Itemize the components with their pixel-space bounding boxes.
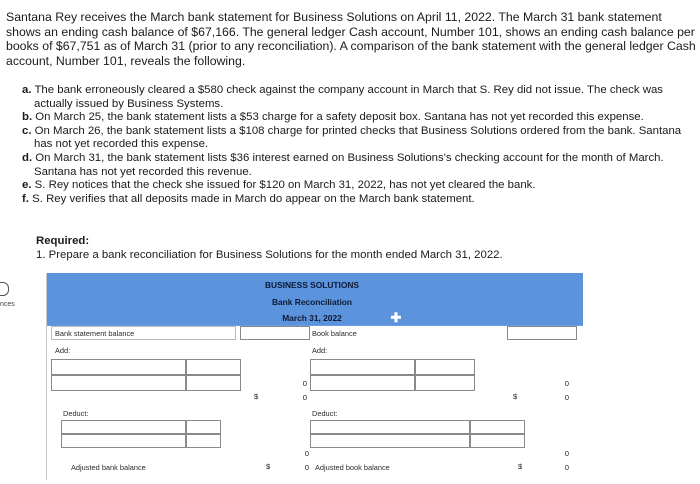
book-deduct-amount-input[interactable] [470, 434, 525, 448]
problem-paragraph: Santana Rey receives the March bank statement for Business Solutions on April 11, 2022. The March 31 bank statement shows an ending cash balance of $67,166. The general ledger Cash account, Number 101, shows an ending cash balance per books of $67,751 as of March 31 (prior to any reconciliation). A comparison of the bank statement with the general ledger Cash account, Number 101, reveals the following. [6, 10, 696, 68]
book-add-desc-input[interactable] [310, 375, 415, 391]
adjusted-book-currency: $ [518, 462, 523, 471]
bank-deduct-amount-input[interactable] [186, 434, 221, 448]
bank-deduct-amount-input[interactable] [186, 420, 221, 434]
bank-deduct-subtotal: 0 [304, 449, 309, 458]
required-title: Required: [36, 235, 90, 247]
required-item: 1. Prepare a bank reconciliation for Business Solutions for the month ended March 31, 2022. [36, 248, 503, 261]
bank-subtotal-currency: $ [254, 392, 259, 401]
bank-balance-input[interactable] [240, 326, 310, 340]
adjusted-bank-currency: $ [266, 462, 271, 471]
book-add-subtotal-1: 0 [564, 379, 569, 388]
bank-add-subtotal-1: 0 [302, 379, 307, 388]
bank-reconciliation-table [46, 273, 583, 480]
list-item: d. On March 31, the bank statement lists $36 interest earned on Business Solutions's checking account for the month of March. Santana has not yet recorded this revenue. [22, 151, 664, 178]
list-item: a. The bank erroneously cleared a $580 check against the company account in March that S. Rey did not issue. The check was actually issued by Business Systems. [22, 84, 663, 110]
side-tab-icon[interactable] [0, 282, 9, 296]
book-add-subtotal-2: 0 [564, 393, 569, 402]
bank-add-label: Add: [55, 346, 71, 355]
bank-deduct-label: Deduct: [63, 409, 89, 418]
reconciliation-header [47, 273, 583, 325]
list-item: b. On March 25, the bank statement lists a $53 charge for a safety deposit box. Santana has not yet recorded this expense. [22, 111, 644, 124]
bank-balance-label: Bank statement balance [55, 329, 135, 338]
book-add-amount-input[interactable] [415, 375, 475, 391]
company-name: BUSINESS SOLUTIONS [265, 280, 359, 290]
list-item: f. S. Rey verifies that all deposits made in March do appear on the March bank statement. [22, 192, 475, 205]
problem-statement [6, 10, 696, 68]
expand-icon[interactable]: ✚ [390, 310, 402, 325]
reconciliation-title: Bank Reconciliation [271, 297, 353, 307]
bank-add-subtotal-2: 0 [302, 393, 307, 402]
list-item: c. On March 26, the bank statement lists a $108 charge for printed checks that Business Solutions ordered from the bank. Santana has not yet recorded this expense. [22, 124, 682, 151]
book-deduct-subtotal: 0 [564, 449, 569, 458]
book-deduct-amount-input[interactable] [470, 420, 525, 434]
bank-deduct-desc-input[interactable] [61, 420, 186, 434]
bank-add-desc-input[interactable] [51, 375, 186, 391]
bank-deduct-desc-input[interactable] [61, 434, 186, 448]
problem-items [22, 84, 690, 206]
bank-add-desc-input[interactable] [51, 359, 186, 375]
side-tab-label: nces [0, 301, 15, 308]
book-add-label: Add: [312, 346, 328, 355]
adjusted-book-label: Adjusted book balance [315, 463, 390, 472]
adjusted-bank-value: 0 [304, 463, 309, 472]
required-section [36, 235, 503, 262]
book-deduct-desc-input[interactable] [310, 420, 470, 434]
book-balance-label: Book balance [312, 329, 357, 338]
book-add-amount-input[interactable] [415, 359, 475, 375]
adjusted-bank-label: Adjusted bank balance [71, 463, 146, 472]
book-subtotal-currency: $ [513, 392, 518, 401]
book-add-desc-input[interactable] [310, 359, 415, 375]
book-deduct-label: Deduct: [312, 409, 338, 418]
adjusted-book-value: 0 [564, 463, 569, 472]
bank-add-amount-input[interactable] [186, 375, 241, 391]
list-item: e. S. Rey notices that the check she issued for $120 on March 31, 2022, has not yet cleared the bank. [22, 179, 536, 192]
bank-add-amount-input[interactable] [186, 359, 241, 375]
reconciliation-date: March 31, 2022 [282, 313, 342, 323]
book-balance-input[interactable] [507, 326, 577, 340]
book-deduct-desc-input[interactable] [310, 434, 470, 448]
